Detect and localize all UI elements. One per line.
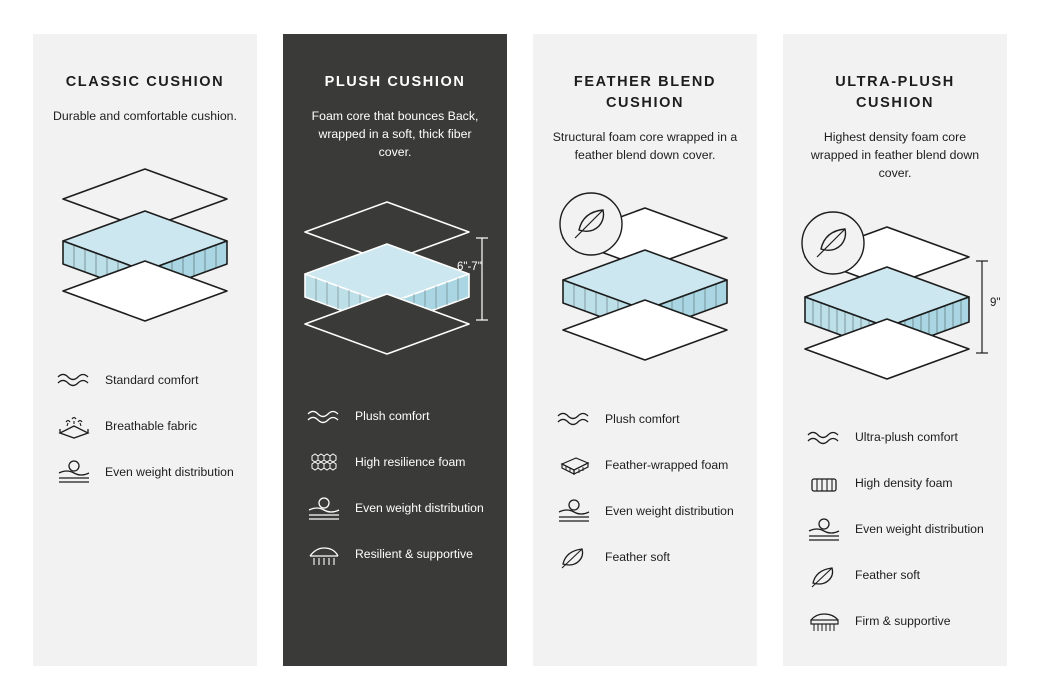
feature-item — [305, 540, 485, 570]
firm-support-icon — [805, 607, 843, 637]
card-description: Highest density foam core wrapped in feather blend down cover. — [810, 130, 980, 181]
card-ultra-plush-cushion[interactable] — [783, 34, 1007, 666]
card-description: Foam core that bounces Back, wrapped in a soft, thick fiber cover. — [311, 109, 479, 160]
feature-item — [805, 423, 985, 453]
dimension-bracket — [476, 238, 488, 320]
feature-label: Feather soft — [605, 550, 671, 565]
feature-item — [55, 365, 235, 395]
feature-label: Feather soft — [855, 568, 921, 583]
honeycomb-icon — [305, 448, 343, 478]
feature-label: High resilience foam — [355, 455, 466, 470]
wave-icon — [305, 402, 343, 432]
card-plush-cushion[interactable] — [283, 34, 507, 666]
wave-icon — [55, 365, 93, 395]
feature-list — [533, 404, 757, 588]
card-title: CLASSIC CUSHION — [65, 74, 225, 90]
feature-item — [805, 561, 985, 591]
feature-label: Plush comfort — [355, 409, 430, 424]
leaf-badge-icon — [802, 212, 864, 274]
feature-item — [555, 542, 735, 572]
weight-distribution-icon — [555, 496, 593, 526]
feature-label: Ultra-plush comfort — [855, 430, 958, 445]
cushion-exploded-illustration — [783, 189, 1007, 413]
card-title: PLUSH CUSHION — [324, 74, 466, 90]
feature-label: Standard comfort — [105, 373, 199, 388]
feature-label: Resilient & supportive — [355, 547, 473, 562]
card-description: Structural foam core wrapped in a feather blend down cover. — [552, 130, 738, 163]
feature-list — [33, 365, 257, 503]
feature-label: Feather-wrapped foam — [605, 458, 729, 473]
weight-distribution-icon — [55, 457, 93, 487]
dimension-label: 6"-7" — [457, 260, 482, 273]
breathable-fabric-icon — [55, 411, 93, 441]
feature-item — [805, 515, 985, 545]
card-classic-cushion[interactable] — [33, 34, 257, 666]
leaf-icon — [555, 542, 593, 572]
dimension-bracket — [976, 261, 988, 353]
cushion-exploded-illustration — [283, 168, 507, 392]
cushion-exploded-illustration — [533, 170, 757, 394]
feature-item — [555, 496, 735, 526]
feature-item — [555, 450, 735, 480]
feature-label: High density foam — [855, 476, 953, 491]
feature-item — [55, 411, 235, 441]
feature-item — [55, 457, 235, 487]
feature-label: Plush comfort — [605, 412, 680, 427]
feature-item — [305, 448, 485, 478]
feature-item — [805, 607, 985, 637]
feature-item — [805, 469, 985, 499]
feature-label: Even weight distribution — [105, 465, 234, 480]
feature-list — [783, 423, 1007, 653]
feature-label: Even weight distribution — [855, 522, 984, 537]
card-description: Durable and comfortable cushion. — [53, 109, 237, 124]
leaf-badge-icon — [560, 193, 622, 255]
feature-item — [555, 404, 735, 434]
feature-label: Breathable fabric — [105, 419, 198, 434]
card-feather-blend-cushion[interactable] — [533, 34, 757, 666]
feature-label: Firm & supportive — [855, 614, 951, 629]
card-title: FEATHER BLEND CUSHION — [573, 74, 717, 112]
dimension-label: 9" — [990, 296, 1001, 309]
feature-label: Even weight distribution — [355, 501, 484, 516]
weight-distribution-icon — [805, 515, 843, 545]
density-bars-icon — [805, 469, 843, 499]
feature-label: Even weight distribution — [605, 504, 734, 519]
weight-distribution-icon — [305, 494, 343, 524]
card-title: ULTRA-PLUSH CUSHION — [835, 74, 955, 112]
foam-block-icon — [555, 450, 593, 480]
leaf-icon — [805, 561, 843, 591]
resilient-support-icon — [305, 540, 343, 570]
feature-item — [305, 494, 485, 524]
wave-icon — [805, 423, 843, 453]
feature-item — [305, 402, 485, 432]
cushion-exploded-illustration — [33, 131, 257, 355]
feature-list — [283, 402, 507, 586]
wave-icon — [555, 404, 593, 434]
